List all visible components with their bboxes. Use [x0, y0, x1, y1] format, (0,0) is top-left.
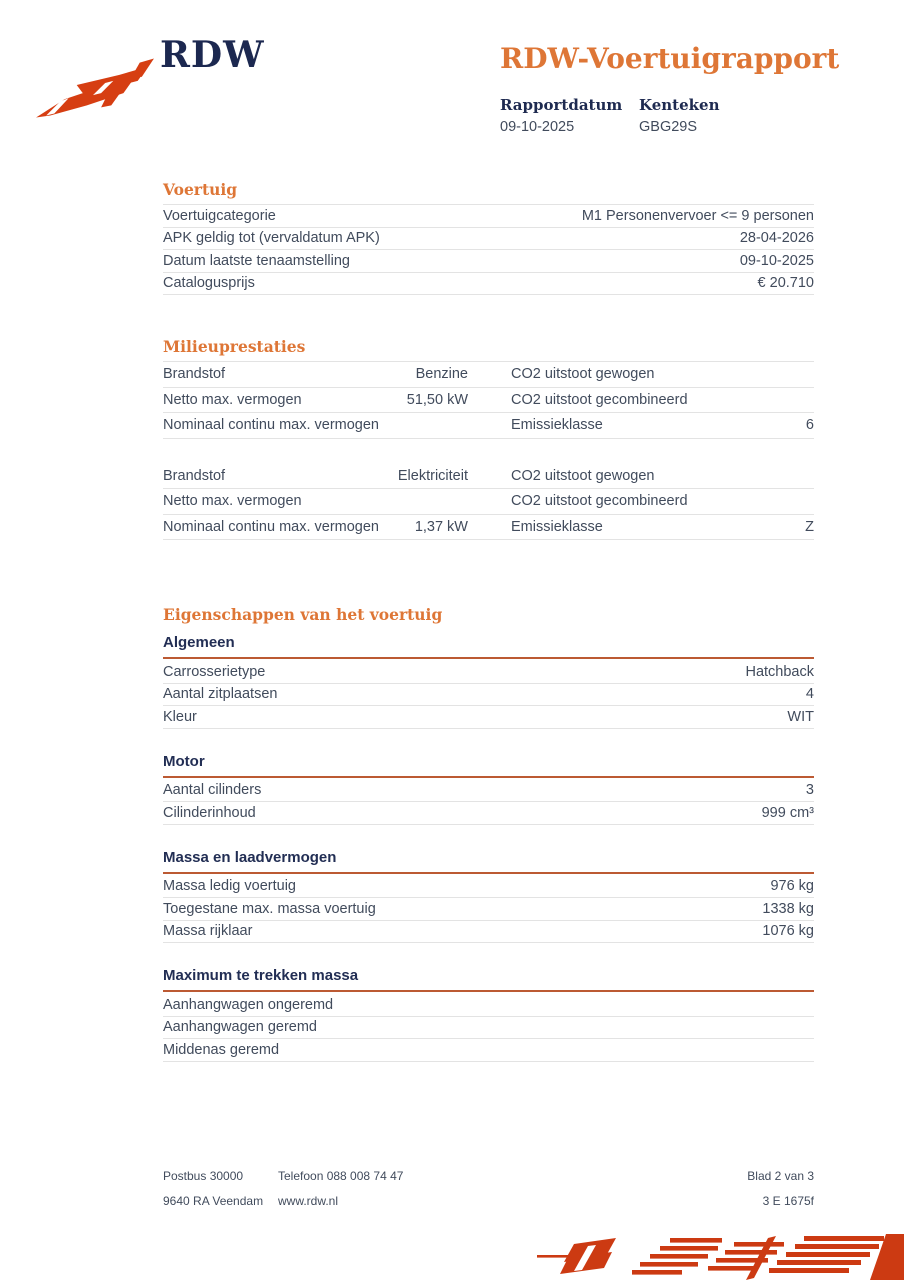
milieu-table-elektriciteit	[163, 464, 814, 541]
rdw-feather-icon	[34, 50, 156, 122]
table-row	[163, 413, 814, 439]
row-value: Hatchback	[745, 663, 814, 680]
row-label: Aanhangwagen geremd	[163, 1019, 317, 1035]
row-label: CO2 uitstoot gecombineerd	[511, 391, 688, 408]
row-label: CO2 uitstoot gewogen	[511, 366, 655, 382]
subsection-motor	[163, 753, 814, 825]
report-date-value: 09-10-2025	[500, 119, 575, 135]
page-title: RDW-Voertuigrapport	[500, 42, 840, 75]
row-label: Middenas geremd	[163, 1041, 280, 1058]
row-value: 976 kg	[770, 878, 814, 894]
row-label: Netto max. vermogen	[163, 391, 302, 408]
row-value: Benzine	[415, 366, 468, 382]
table-spacer	[163, 439, 814, 464]
table-row	[163, 876, 814, 899]
rdw-speed-stripes-decoration	[512, 1234, 904, 1280]
row-value: 6	[805, 417, 814, 433]
subsection-title: Massa en laadvermogen	[163, 849, 814, 874]
row-value: 1076 kg	[762, 923, 814, 939]
row-value: 09-10-2025	[739, 252, 814, 269]
table-row	[163, 273, 814, 296]
license-plate-block	[639, 96, 719, 135]
footer-page-number: Blad 2 van 3	[747, 1169, 814, 1183]
row-label: Massa rijklaar	[163, 923, 253, 939]
row-value: Z	[805, 518, 814, 535]
table-row	[163, 898, 814, 921]
subsection-title: Maximum te trekken massa	[163, 967, 814, 992]
row-label: Nominaal continu max. vermogen	[163, 518, 379, 535]
table-row	[163, 706, 814, 729]
footer-line-1	[163, 1170, 814, 1182]
milieu-table-benzine	[163, 362, 814, 439]
row-value: 1,37 kW	[414, 518, 468, 535]
subsection-title: Motor	[163, 753, 814, 778]
report-header	[500, 42, 840, 135]
section-milieuprestaties	[163, 337, 814, 540]
footer-address-line2: 9640 RA Veendam	[163, 1194, 264, 1208]
subsection-massa	[163, 849, 814, 944]
table-row	[163, 684, 814, 707]
table-row	[163, 464, 814, 490]
footer-line-2	[163, 1195, 814, 1207]
row-value: 1338 kg	[762, 900, 814, 917]
subsection-trekken-massa	[163, 967, 814, 1062]
row-label: APK geldig tot (vervaldatum APK)	[163, 230, 380, 246]
report-meta	[500, 96, 820, 135]
row-label: Brandstof	[163, 366, 226, 382]
table-row	[163, 489, 814, 515]
row-value: Elektriciteit	[397, 467, 468, 484]
row-value: € 20.710	[757, 275, 814, 291]
footer-phone: Telefoon 088 008 74 47	[278, 1169, 404, 1183]
row-label: Datum laatste tenaamstelling	[163, 252, 350, 269]
section-heading-milieuprestaties: Milieuprestaties	[163, 337, 814, 362]
row-value: 51,50 kW	[406, 391, 468, 408]
table-row	[163, 661, 814, 684]
table-row	[163, 362, 814, 388]
row-label: Cilinderinhoud	[163, 804, 256, 821]
row-label: Aanhangwagen ongeremd	[163, 996, 334, 1013]
section-eigenschappen	[163, 605, 814, 1062]
page-footer	[163, 1170, 814, 1220]
row-label: Toegestane max. massa voertuig	[163, 900, 376, 917]
row-label: Aantal zitplaatsen	[163, 686, 278, 702]
report-body	[163, 180, 814, 1062]
row-value: 28-04-2026	[739, 230, 814, 246]
license-plate-label: Kenteken	[639, 96, 720, 114]
row-label: Emissieklasse	[511, 518, 603, 535]
table-row	[163, 780, 814, 803]
row-value: M1 Personenvervoer <= 9 personen	[581, 207, 814, 224]
footer-doc-code: 3 E 1675f	[762, 1194, 814, 1208]
row-label: Carrosserietype	[163, 663, 266, 680]
row-label: Aantal cilinders	[163, 782, 262, 798]
row-value: WIT	[787, 708, 814, 725]
row-label: Netto max. vermogen	[163, 493, 302, 509]
section-heading-eigenschappen: Eigenschappen van het voertuig	[163, 605, 443, 624]
report-date-block	[500, 96, 639, 135]
report-date-label: Rapportdatum	[500, 96, 623, 114]
row-label: Kleur	[163, 708, 197, 725]
table-row	[163, 1039, 814, 1062]
row-label: Massa ledig voertuig	[163, 878, 296, 894]
subsection-title: Algemeen	[163, 634, 814, 659]
row-label: Voertuigcategorie	[163, 207, 276, 224]
footer-address-line1: Postbus 30000	[163, 1169, 244, 1183]
table-row	[163, 228, 814, 251]
table-row	[163, 515, 814, 541]
table-row	[163, 388, 814, 414]
row-label: CO2 uitstoot gewogen	[511, 467, 655, 484]
row-value: 3	[805, 782, 814, 798]
subsection-algemeen	[163, 634, 814, 729]
table-row	[163, 921, 814, 944]
table-row	[163, 1017, 814, 1040]
table-row	[163, 994, 814, 1017]
row-label: Nominaal continu max. vermogen	[163, 417, 379, 433]
table-row	[163, 205, 814, 228]
row-label: Brandstof	[163, 467, 226, 484]
row-value: 4	[805, 686, 814, 702]
rdw-wordmark: RDW	[160, 34, 265, 76]
row-value: 999 cm³	[761, 804, 814, 821]
table-row	[163, 250, 814, 273]
license-plate-value: GBG29S	[639, 119, 698, 135]
footer-website: www.rdw.nl	[278, 1194, 339, 1208]
row-label: Emissieklasse	[511, 417, 603, 433]
section-heading-voertuig: Voertuig	[163, 180, 814, 205]
row-label: CO2 uitstoot gecombineerd	[511, 493, 688, 509]
table-row	[163, 802, 814, 825]
section-voertuig	[163, 180, 814, 295]
row-label: Catalogusprijs	[163, 275, 255, 291]
